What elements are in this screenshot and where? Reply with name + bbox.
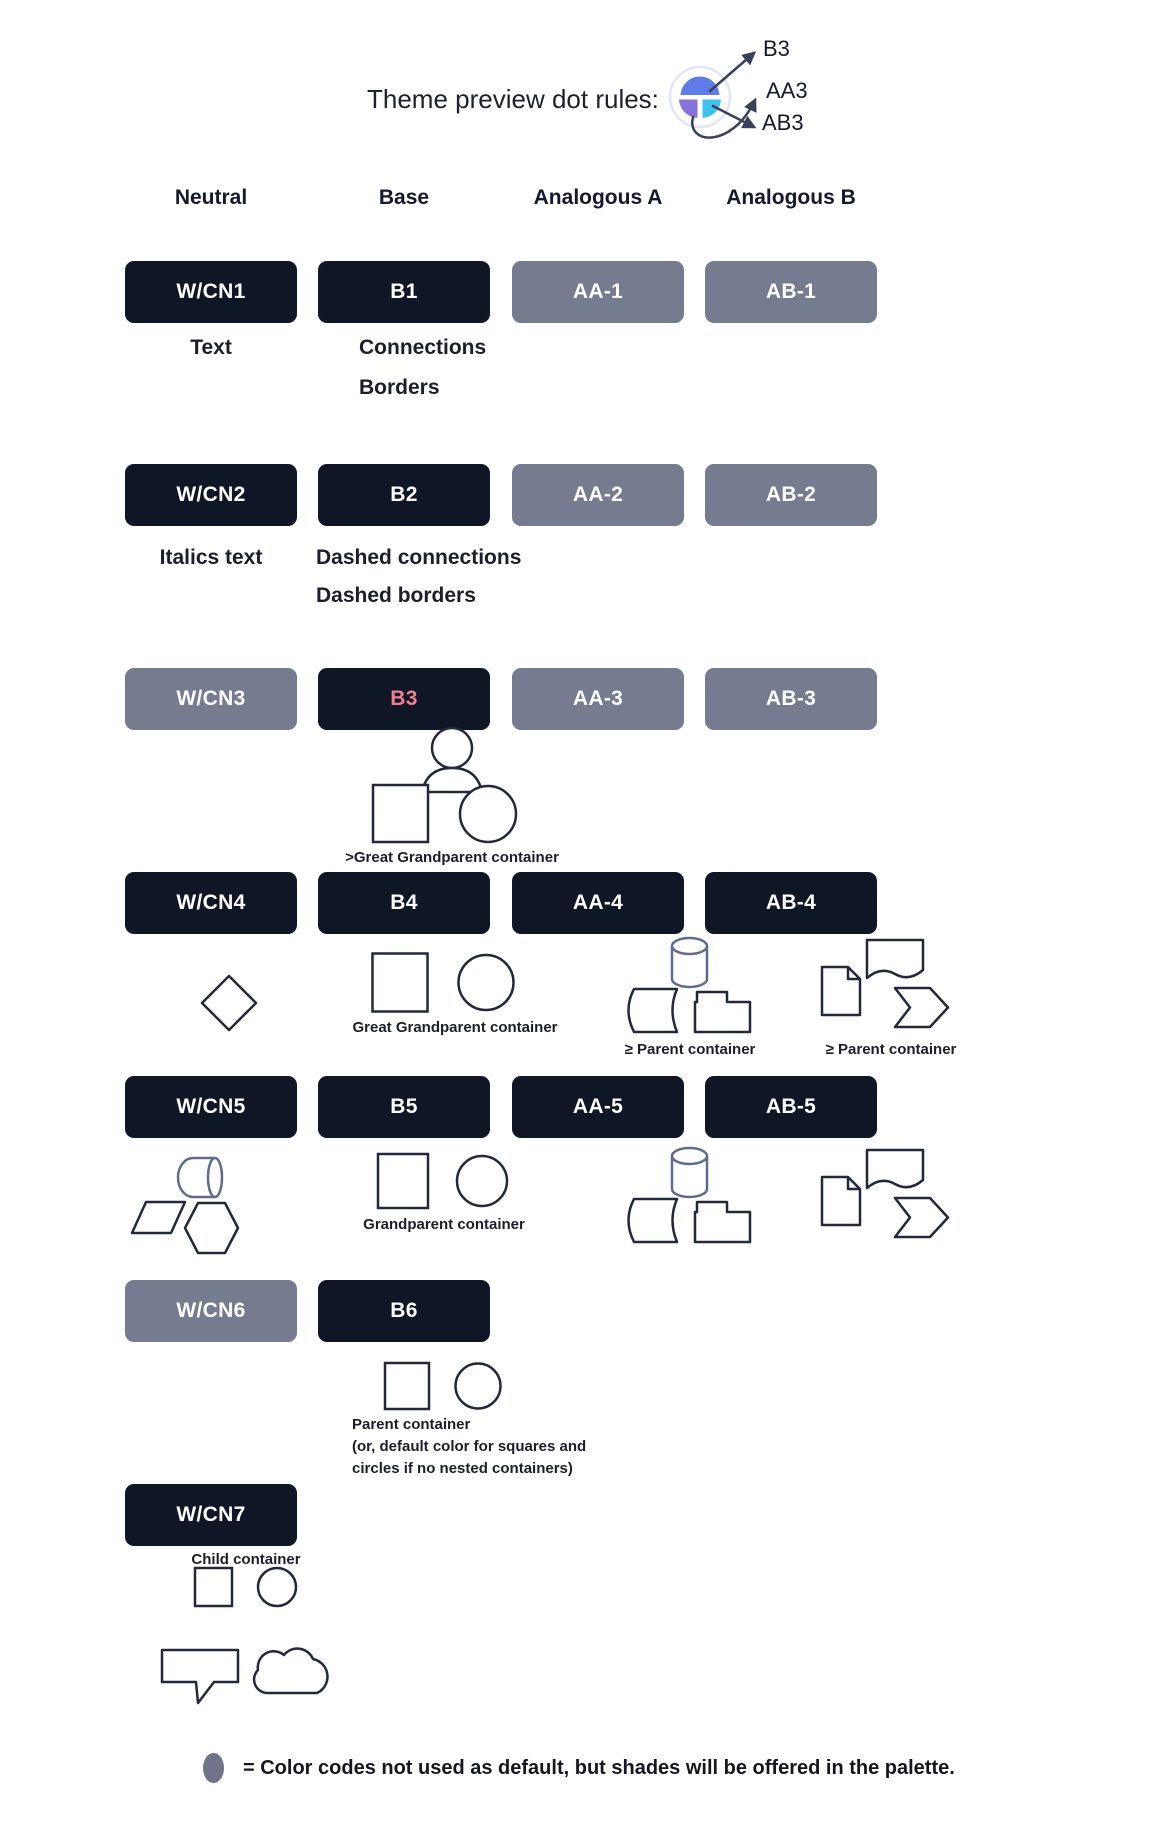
caption-great-grandparent: Great Grandparent container: [352, 1019, 558, 1036]
wcn4-shape-cluster: [198, 972, 260, 1034]
square-shape-icon: [373, 785, 428, 842]
swatch-b4: B4: [318, 872, 490, 934]
caption-parent-ab4: ≥ Parent container: [825, 1041, 957, 1058]
cylinder-top-icon: [672, 938, 707, 954]
caption-parent-aa4: ≥ Parent container: [624, 1041, 756, 1058]
swatch-wcn6: W/CN6: [125, 1280, 297, 1342]
swatch-b3: B3: [318, 668, 490, 730]
column-header-base: Base: [378, 186, 430, 209]
column-header-neutral: Neutral: [174, 186, 248, 209]
aa5-shape-cluster: [622, 1146, 754, 1246]
tagged-rectangle-shape-icon: [695, 992, 750, 1032]
dot-label-ab3: AB3: [762, 110, 804, 135]
chevron-banner-shape-icon: [895, 1198, 948, 1237]
square-shape-icon: [378, 1154, 428, 1208]
b3-shape-cluster: [360, 718, 530, 853]
callout-shape-icon: [162, 1650, 238, 1703]
swatch-b2: B2: [318, 464, 490, 526]
stored-data-shape-icon: [629, 1199, 678, 1242]
chevron-banner-shape-icon: [895, 988, 948, 1027]
swatch-aa1: AA-1: [512, 261, 684, 323]
caption-dashed-connections: Dashed connections: [316, 546, 522, 569]
callout-cloud-cluster: [155, 1642, 335, 1707]
swatch-aa3: AA-3: [512, 668, 684, 730]
caption-dashed-borders: Dashed borders: [316, 584, 476, 607]
diamond-shape-icon: [202, 976, 256, 1030]
document-shape-icon: [822, 967, 860, 1015]
swatch-b1: B1: [318, 261, 490, 323]
page-title: Theme preview dot rules:: [367, 84, 659, 114]
legend-text: = Color codes not used as default, but shades will be offered in the palette.: [243, 1757, 955, 1779]
swatch-aa2: AA-2: [512, 464, 684, 526]
caption-parent-container-note1: (or, default color for squares and: [352, 1438, 587, 1455]
document-shape-icon: [822, 1177, 860, 1225]
circle-shape-icon: [258, 1568, 296, 1606]
aa4-shape-cluster: [622, 936, 754, 1036]
caption-italics-text: Italics text: [159, 546, 263, 569]
stored-data-shape-icon: [629, 989, 678, 1032]
circle-shape-icon: [459, 955, 514, 1010]
caption-child-container: Child container: [191, 1551, 301, 1568]
caption-connections: Connections: [359, 336, 487, 359]
wcn5-shape-cluster: [125, 1150, 245, 1260]
person-shoulders-icon: [422, 768, 482, 792]
swatch-ab1: AB-1: [705, 261, 877, 323]
swatch-aa5: AA-5: [512, 1076, 684, 1138]
swatch-aa4: AA-4: [512, 872, 684, 934]
person-shape-icon: [432, 728, 472, 768]
square-shape-icon: [195, 1568, 232, 1606]
legend-gray-dot-icon: [203, 1753, 224, 1783]
swatch-b5: B5: [318, 1076, 490, 1138]
ab4-shape-cluster: [818, 938, 953, 1038]
tagged-rectangle-shape-icon: [695, 1202, 750, 1242]
wavy-document-shape-icon: [867, 1150, 923, 1188]
parallelogram-shape-icon: [132, 1202, 185, 1233]
horizontal-cylinder-cap-icon: [208, 1158, 222, 1197]
swatch-wcn3: W/CN3: [125, 668, 297, 730]
wcn7-shape-cluster: [192, 1565, 302, 1610]
square-shape-icon: [373, 954, 428, 1012]
swatch-ab5: AB-5: [705, 1076, 877, 1138]
caption-great-grandparent-gt: >Great Grandparent container: [345, 849, 559, 866]
cylinder-top-icon: [672, 1148, 707, 1164]
caption-grandparent: Grandparent container: [363, 1216, 525, 1233]
caption-parent-container-note2: circles if no nested containers): [352, 1460, 573, 1477]
dot-label-b3: B3: [763, 36, 790, 61]
theme-dot-diagram: [640, 25, 770, 153]
swatch-wcn1: W/CN1: [125, 261, 297, 323]
swatch-wcn2: W/CN2: [125, 464, 297, 526]
wavy-document-shape-icon: [867, 940, 923, 978]
swatch-ab3: AB-3: [705, 668, 877, 730]
square-shape-icon: [385, 1363, 429, 1409]
b4-shape-cluster: [370, 950, 520, 1016]
swatch-wcn4: W/CN4: [125, 872, 297, 934]
swatch-wcn7: W/CN7: [125, 1484, 297, 1546]
swatch-ab2: AB-2: [705, 464, 877, 526]
dot-label-aa3: AA3: [766, 78, 808, 103]
hexagon-shape-icon: [185, 1203, 238, 1253]
caption-parent-container: Parent container: [352, 1416, 471, 1433]
cloud-shape-icon: [254, 1649, 327, 1693]
circle-shape-icon: [456, 1364, 501, 1409]
b6-shape-cluster: [382, 1360, 507, 1412]
b5-shape-cluster: [375, 1150, 515, 1212]
swatch-b6: B6: [318, 1280, 490, 1342]
circle-shape-icon: [460, 786, 516, 842]
column-header-analogous-b: Analogous B: [726, 186, 856, 209]
column-header-analogous-a: Analogous A: [533, 186, 663, 209]
caption-text: Text: [190, 336, 232, 359]
swatch-ab4: AB-4: [705, 872, 877, 934]
circle-shape-icon: [457, 1156, 507, 1206]
ab5-shape-cluster: [818, 1148, 953, 1248]
caption-borders: Borders: [359, 376, 440, 399]
swatch-wcn5: W/CN5: [125, 1076, 297, 1138]
